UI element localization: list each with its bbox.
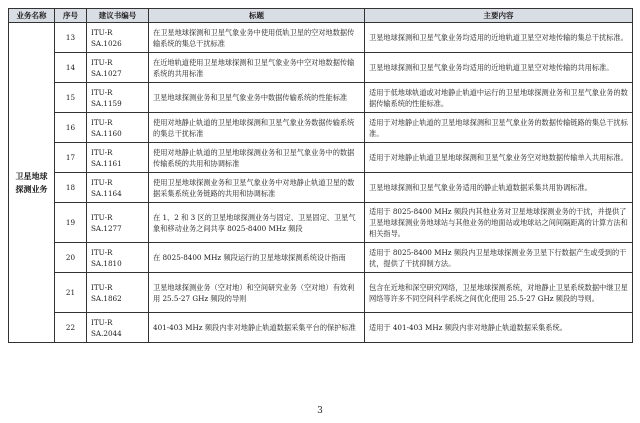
- table-row: [9, 243, 633, 273]
- table-row: [9, 23, 633, 53]
- content-cell: 包含在近地和深空研究网络，卫星地球探测系统，对地静止卫星系统数据中继卫星网络等许多不同空间科学系统之间优化使用 25.5-27 GHz 频段的导则。: [365, 273, 633, 313]
- table-row: [9, 53, 633, 83]
- content-cell: 适用于 8025-8400 MHz 频段内卫星地球探测业务卫星下行数据产生或受到的干扰，提供了干扰抑制方法。: [365, 243, 633, 273]
- recommendations-table: [8, 8, 633, 343]
- title-cell: 使用卫星地球探测业务和卫星气象业务中对地静止轨道卫星的数据采集系统业务链路的共用和协调标准: [149, 173, 365, 203]
- seq-cell: 18: [55, 173, 87, 203]
- content-cell: 卫星地球探测和卫星气象业务适用的静止轨道数据采集共用协调标准。: [365, 173, 633, 203]
- table-row: [9, 173, 633, 203]
- header-title: 标题: [149, 9, 365, 23]
- content-cell: 适用于对地静止轨道卫星地球探测和卫星气象业务空对地数据传输单入共用标准。: [365, 143, 633, 173]
- domain-cell: 卫星地球探测业务: [9, 23, 55, 343]
- rec-cell: ITU-R SA.1161: [87, 143, 149, 173]
- seq-cell: 15: [55, 83, 87, 113]
- content-cell: 适用于对地静止轨道的卫星地球探测和卫星气象业务的数据传输链路的集总干扰标准。: [365, 113, 633, 143]
- table-row: [9, 273, 633, 313]
- title-cell: 在卫星地球探测和卫星气象业务中使用低轨卫星的空对地数据传输系统的集总干扰标准: [149, 23, 365, 53]
- title-cell: 在 8025-8400 MHz 频段运行的卫星地球探测系统设计指南: [149, 243, 365, 273]
- header-seq: 序号: [55, 9, 87, 23]
- seq-cell: 17: [55, 143, 87, 173]
- seq-cell: 22: [55, 313, 87, 343]
- title-cell: 使用对地静止轨道的卫星地球探测业务和卫星气象业务中的数据传输系统的共用和协调标准: [149, 143, 365, 173]
- seq-cell: 14: [55, 53, 87, 83]
- title-cell: 使用对地静止轨道的卫星地球探测和卫星气象业务数据传输系统的集总干扰标准: [149, 113, 365, 143]
- title-cell: 在近地轨道使用卫星地球探测和卫星气象业务中空对地数据传输系统的共用标准: [149, 53, 365, 83]
- table-row: [9, 143, 633, 173]
- rec-cell: ITU-R SA.1159: [87, 83, 149, 113]
- table-row: [9, 203, 633, 243]
- table-row: [9, 83, 633, 113]
- table-row: [9, 113, 633, 143]
- rec-cell: ITU-R SA.1160: [87, 113, 149, 143]
- content-cell: 适用于 401-403 MHz 频段内非对地静止轨道数据采集系统。: [365, 313, 633, 343]
- table-row: [9, 313, 633, 343]
- seq-cell: 19: [55, 203, 87, 243]
- rec-cell: ITU-R SA.1026: [87, 23, 149, 53]
- title-cell: 卫星地球探测业务和卫星气象业务中数据传输系统的性能标准: [149, 83, 365, 113]
- table-header-row: [9, 9, 633, 23]
- title-cell: 在 1、2 和 3 区的卫星地球探测业务与固定、卫星固定、卫星气象和移动业务之间共享 8025-8400 MHz 频段: [149, 203, 365, 243]
- seq-cell: 16: [55, 113, 87, 143]
- rec-cell: ITU-R SA.1027: [87, 53, 149, 83]
- page-number: 3: [317, 406, 323, 416]
- header-content: 主要内容: [365, 9, 633, 23]
- rec-cell: ITU-R SA.1810: [87, 243, 149, 273]
- content-cell: 卫星地球探测和卫星气象业务均适用的近地轨道卫星空对地传输的共用标准。: [365, 53, 633, 83]
- content-cell: 适用于低地球轨道或对地静止轨道中运行的卫星地球探测业务和卫星气象业务的数据传输系统的性能标准。: [365, 83, 633, 113]
- content-cell: 卫星地球探测和卫星气象业务均适用的近地轨道卫星空对地传输的集总干扰标准。: [365, 23, 633, 53]
- header-domain: 业务名称: [9, 9, 55, 23]
- seq-cell: 21: [55, 273, 87, 313]
- seq-cell: 20: [55, 243, 87, 273]
- content-cell: 适用于 8025-8400 MHz 频段内其他业务对卫星地球探测业务的干扰，并提供了卫星地球探测业务地球站与其他业务的地面站或地球站之间间隔距离的计算方法和相关指导。: [365, 203, 633, 243]
- title-cell: 401-403 MHz 频段内非对地静止轨道数据采集平台的保护标准: [149, 313, 365, 343]
- seq-cell: 13: [55, 23, 87, 53]
- rec-cell: ITU-R SA.1862: [87, 273, 149, 313]
- header-rec: 建议书编号: [87, 9, 149, 23]
- rec-cell: ITU-R SA.2044: [87, 313, 149, 343]
- rec-cell: ITU-R SA.1277: [87, 203, 149, 243]
- title-cell: 卫星地球探测业务（空对地）和空间研究业务（空对地）有效利用 25.5-27 GHz 频段的导则: [149, 273, 365, 313]
- rec-cell: ITU-R SA.1164: [87, 173, 149, 203]
